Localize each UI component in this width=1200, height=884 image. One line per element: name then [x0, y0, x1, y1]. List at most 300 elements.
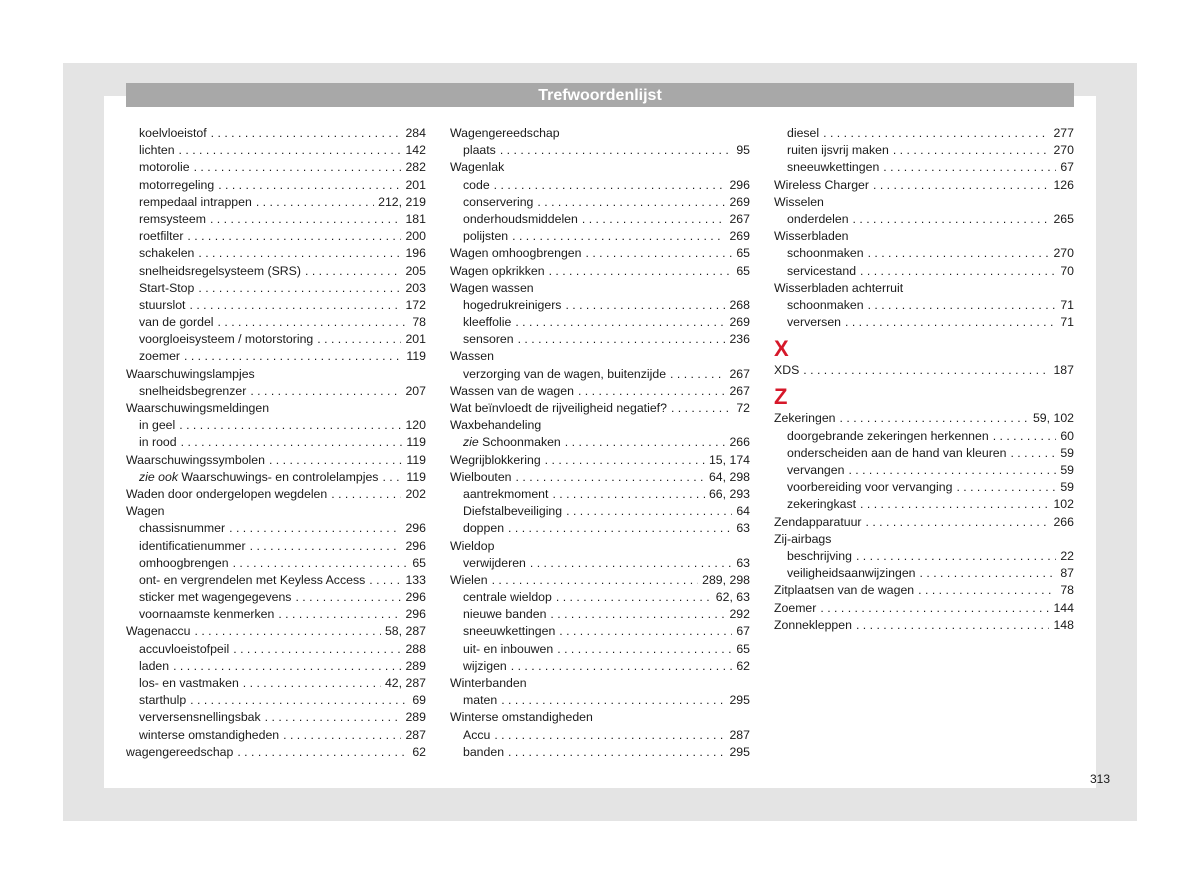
entry-label [774, 228, 849, 245]
entry-text: Wisserbladen [774, 229, 849, 244]
entry-text: Zendapparatuur [774, 514, 862, 529]
page-reference: 78 [1060, 583, 1074, 598]
entry-text: maten [463, 693, 498, 708]
entry-text: zekeringkast [787, 497, 857, 512]
index-entry [126, 400, 426, 417]
dot-leader [233, 555, 409, 572]
page-reference: 288 [405, 641, 426, 656]
page-reference: 60 [1060, 428, 1074, 443]
page-reference: 69 [412, 693, 426, 708]
entry-label [463, 434, 561, 451]
dot-leader [1010, 445, 1056, 462]
page-reference: 64, 298 [708, 469, 750, 484]
entry-label [450, 709, 593, 726]
page-reference: 289 [405, 710, 426, 725]
entry-label [463, 177, 490, 194]
entry-text: Wagen [126, 504, 165, 519]
entry-label [139, 555, 229, 572]
page-reference: 212, 219 [378, 194, 426, 209]
index-subentry [774, 211, 1074, 228]
dot-leader [511, 658, 733, 675]
dot-leader [853, 211, 1050, 228]
entry-label [774, 600, 816, 617]
entry-text: conservering [463, 194, 534, 209]
entry-text: voorgloeisysteem / motorstoring [139, 332, 314, 347]
entry-label [139, 709, 261, 726]
index-subentry [126, 194, 426, 211]
index-subentry [450, 211, 750, 228]
dot-leader [848, 462, 1056, 479]
index-subentry [126, 589, 426, 606]
page-reference: 296 [405, 590, 426, 605]
page-number: 313 [1090, 772, 1111, 786]
entry-label [463, 331, 514, 348]
entry-text: in rood [139, 435, 177, 450]
entry-text: motorolie [139, 160, 190, 175]
entry-text: in geel [139, 418, 176, 433]
entry-text: wagengereedschap [126, 744, 234, 759]
entry-text: Wieldop [450, 538, 495, 553]
entry-label [450, 572, 488, 589]
index-subentry [774, 428, 1074, 445]
entry-label [139, 538, 246, 555]
page-reference: 65 [412, 555, 426, 570]
entry-label [126, 623, 190, 640]
page-reference: 203 [405, 280, 426, 295]
dot-leader [883, 159, 1056, 176]
dot-leader [518, 331, 726, 348]
entry-label [139, 177, 214, 194]
entry-text: chassisnummer [139, 521, 226, 536]
entry-label [139, 280, 194, 297]
entry-label [139, 383, 246, 400]
dot-leader [501, 692, 725, 709]
entry-text: Wagenlak [450, 160, 505, 175]
entry-label [787, 565, 916, 582]
index-entry [774, 600, 1074, 617]
entry-label [463, 623, 555, 640]
index-entry [450, 125, 750, 142]
entry-label [774, 410, 836, 427]
index-subentry [450, 194, 750, 211]
entry-text: Wagen opkrikken [450, 263, 545, 278]
dot-leader [218, 314, 409, 331]
entry-text: Schoonmaken [482, 435, 561, 450]
page-reference: 62 [736, 658, 750, 673]
index-subentry [126, 538, 426, 555]
entry-text: Waarschuwingsmeldingen [126, 401, 270, 415]
entry-text: onderdelen [787, 211, 849, 226]
entry-label [463, 641, 553, 658]
entry-text: hogedrukreinigers [463, 297, 562, 312]
entry-text: ont- en vergrendelen met Keyless Access [139, 572, 366, 587]
dot-leader [545, 452, 705, 469]
entry-label [450, 348, 494, 365]
entry-text: Wagengereedschap [450, 126, 560, 140]
entry-text: Waden door ondergelopen wegdelen [126, 486, 328, 501]
entry-label [139, 692, 186, 709]
entry-text: Waxbehandeling [450, 418, 542, 433]
entry-text: aantrekmoment [463, 486, 549, 501]
entry-text: Wielen [450, 572, 488, 587]
entry-label [450, 263, 545, 280]
entry-label [774, 514, 862, 531]
page-reference: 295 [729, 693, 750, 708]
entry-label [774, 582, 914, 599]
dot-leader [993, 428, 1057, 445]
page-reference: 200 [405, 229, 426, 244]
page-reference: 187 [1053, 363, 1074, 378]
index-entry [450, 452, 750, 469]
entry-text: rempedaal intrappen [139, 194, 252, 209]
dot-leader [198, 280, 401, 297]
dot-leader [331, 486, 401, 503]
page-reference: 207 [405, 383, 426, 398]
index-subentry [774, 125, 1074, 142]
entry-text: vervangen [787, 463, 845, 477]
index-entry [774, 617, 1074, 634]
index-entry [126, 452, 426, 469]
index-subentry [450, 142, 750, 159]
page-reference: 266 [1053, 514, 1074, 529]
entry-text: sneeuwkettingen [787, 160, 880, 175]
index-subentry [126, 125, 426, 142]
index-subentry [126, 555, 426, 572]
page-reference: 236 [729, 332, 750, 347]
entry-text: Zonnekleppen [774, 617, 852, 632]
index-entry [450, 400, 750, 417]
entry-text: veiligheidsaanwijzingen [787, 566, 916, 581]
entry-label [126, 366, 255, 383]
index-subentry [774, 245, 1074, 262]
page-reference: 287 [729, 727, 750, 742]
entry-label [450, 280, 534, 297]
entry-label [774, 362, 799, 379]
entry-label [787, 125, 819, 142]
page-reference: 119 [406, 435, 426, 450]
entry-label [139, 469, 378, 486]
entry-text: XDS [774, 363, 800, 378]
dot-leader [559, 623, 732, 640]
entry-label [450, 675, 527, 692]
dot-leader [866, 514, 1050, 531]
entry-label [126, 503, 165, 520]
dot-leader [856, 617, 1050, 634]
dot-leader [295, 589, 401, 606]
entry-label [774, 617, 852, 634]
entry-label [139, 572, 365, 589]
entry-text: snelheidsregelsysteem (SRS) [139, 263, 301, 278]
entry-text: nieuwe banden [463, 607, 547, 622]
entry-label [450, 538, 494, 555]
page-reference: 120 [405, 418, 426, 433]
index-subentry [126, 383, 426, 400]
entry-text: stuurslot [139, 297, 186, 312]
dot-leader [256, 194, 374, 211]
section-letter: X [774, 336, 789, 362]
dot-leader [840, 410, 1029, 427]
entry-label [463, 727, 490, 744]
dot-leader [556, 589, 712, 606]
entry-text: schakelen [139, 246, 195, 261]
page-reference: 64 [736, 504, 750, 519]
entry-text: schoonmaken [787, 297, 864, 312]
index-subentry [126, 331, 426, 348]
dot-leader [823, 125, 1049, 142]
entry-label [463, 486, 548, 503]
page-reference: 269 [729, 315, 750, 330]
entry-label [139, 331, 313, 348]
index-subentry [450, 486, 750, 503]
entry-label [139, 211, 206, 228]
page-reference: 270 [1053, 246, 1074, 261]
index-entry [126, 623, 426, 640]
page-reference: 71 [1060, 315, 1074, 330]
entry-label [139, 589, 291, 606]
index-subentry [126, 709, 426, 726]
dot-leader [194, 159, 402, 176]
index-subentry [774, 142, 1074, 159]
dot-leader [198, 245, 401, 262]
entry-label [139, 314, 214, 331]
entry-label [463, 211, 578, 228]
dot-leader [552, 486, 705, 503]
entry-label [139, 606, 274, 623]
page-reference: 15, 174 [708, 452, 750, 467]
page-reference: 144 [1053, 600, 1074, 615]
entry-label [450, 245, 582, 262]
entry-label [139, 417, 175, 434]
dot-leader [670, 366, 725, 383]
entry-text: kleeffolie [463, 315, 512, 330]
dot-leader [265, 709, 402, 726]
page-reference: 63 [736, 555, 750, 570]
entry-text: Wisserbladen achterruit [774, 280, 904, 295]
page-reference: 172 [405, 297, 426, 312]
page-reference: 284 [405, 126, 426, 140]
page-reference: 292 [729, 607, 750, 622]
page-reference: 66, 293 [708, 486, 750, 501]
index-subentry [450, 297, 750, 314]
dot-leader [194, 623, 380, 640]
page-reference: 289 [405, 658, 426, 673]
entry-text: polijsten [463, 229, 509, 244]
entry-label [463, 744, 504, 761]
entry-text: Zij-airbags [774, 531, 832, 546]
index-subentry [126, 297, 426, 314]
page-reference: 71 [1060, 297, 1074, 312]
index-subentry [450, 177, 750, 194]
index-subentry [450, 727, 750, 744]
entry-text: Wegrijblokkering [450, 452, 541, 467]
entry-text: sticker met wagengegevens [139, 590, 292, 605]
entry-text: winterse omstandigheden [139, 727, 280, 742]
entry-text: Wagen wassen [450, 280, 534, 295]
dot-leader [565, 434, 726, 451]
dot-leader [956, 479, 1056, 496]
entry-label [787, 462, 844, 479]
index-subentry [126, 177, 426, 194]
index-subentry [774, 263, 1074, 280]
entry-label [787, 142, 889, 159]
entry-label [463, 194, 533, 211]
page-reference: 65 [736, 263, 750, 278]
entry-label [450, 383, 574, 400]
entry-label [463, 366, 666, 383]
entry-text: wijzigen [463, 658, 507, 673]
entry-text: uit- en inbouwen [463, 641, 554, 656]
index-subentry [126, 641, 426, 658]
entry-text: servicestand [787, 263, 857, 278]
entry-label [463, 297, 561, 314]
index-subentry [774, 159, 1074, 176]
entry-text: Zekeringen [774, 411, 836, 426]
dot-leader [492, 572, 699, 589]
index-subentry [450, 331, 750, 348]
index-subentry [126, 658, 426, 675]
entry-label [450, 452, 541, 469]
index-subentry [774, 297, 1074, 314]
entry-text: voornaamste kenmerken [139, 607, 275, 622]
dot-leader [803, 362, 1049, 379]
dot-leader [218, 177, 401, 194]
entry-label [450, 400, 667, 417]
dot-leader [873, 177, 1049, 194]
entry-text: snelheidsbegrenzer [139, 383, 247, 398]
entry-label [139, 641, 229, 658]
entry-text: Wagen omhoogbrengen [450, 246, 582, 261]
entry-label [450, 125, 560, 142]
index-subentry [450, 503, 750, 520]
entry-text: koelvloeistof [139, 126, 207, 140]
dot-leader [893, 142, 1050, 159]
index-entry [126, 366, 426, 383]
page-reference: 126 [1053, 177, 1074, 192]
entry-text: Winterse omstandigheden [450, 710, 593, 725]
index-entry [450, 263, 750, 280]
entry-text: los- en vastmaken [139, 676, 239, 690]
page-reference: 58, 287 [384, 624, 426, 639]
page-reference: 265 [1053, 211, 1074, 226]
page-reference: 63 [736, 521, 750, 536]
entry-label [126, 744, 233, 761]
page-reference: 59 [1060, 445, 1074, 460]
entry-text: verwijderen [463, 555, 526, 570]
index-subentry [774, 445, 1074, 462]
page-reference: 296 [729, 177, 750, 192]
dot-leader [278, 606, 401, 623]
dot-leader [179, 142, 402, 159]
index-subentry [450, 228, 750, 245]
dot-leader [550, 606, 725, 623]
page-reference: 65 [736, 246, 750, 261]
page-reference: 277 [1053, 126, 1074, 140]
entry-text: Wat beïnvloedt de rijveiligheid negatief? [450, 401, 667, 415]
entry-label [774, 177, 869, 194]
index-subentry [126, 348, 426, 365]
entry-label [126, 452, 265, 469]
dot-leader [190, 692, 408, 709]
page-reference: 289, 298 [702, 572, 750, 587]
index-entry [450, 538, 750, 555]
index-subentry [450, 555, 750, 572]
dot-leader [512, 228, 725, 245]
entry-label [139, 658, 169, 675]
entry-label [774, 280, 903, 297]
index-entry [774, 228, 1074, 245]
cross-reference-prefix: zie [463, 435, 479, 450]
entry-text: diesel [787, 126, 820, 140]
dot-leader [250, 538, 402, 555]
entry-label [139, 675, 239, 692]
index-subentry [450, 366, 750, 383]
page-reference: 267 [729, 366, 750, 381]
entry-label [787, 314, 841, 331]
index-subentry [450, 744, 750, 761]
entry-label [139, 263, 301, 280]
index-subentry [126, 675, 426, 692]
entry-label [787, 211, 849, 228]
index-subentry [126, 727, 426, 744]
entry-text: accuvloeistofpeil [139, 641, 230, 656]
page-title: Trefwoordenlijst [126, 83, 1074, 107]
entry-label [463, 228, 508, 245]
page-reference: 72 [736, 401, 750, 415]
cross-reference-prefix: zie ook [139, 469, 178, 484]
entry-text: Diefstalbeveiliging [463, 504, 563, 519]
entry-label [463, 555, 526, 572]
entry-label [126, 400, 269, 417]
index-subentry [774, 548, 1074, 565]
entry-label [787, 496, 856, 513]
index-subentry [126, 280, 426, 297]
entry-text: centrale wieldop [463, 590, 552, 605]
entry-label [139, 434, 177, 451]
index-entry [774, 194, 1074, 211]
entry-text: van de gordel [139, 315, 214, 330]
entry-text: Zitplaatsen van de wagen [774, 583, 915, 598]
entry-text: motorregeling [139, 177, 215, 192]
page-reference: 148 [1053, 617, 1074, 632]
index-subentry [126, 228, 426, 245]
page-reference: 205 [405, 263, 426, 278]
page-reference: 119 [406, 452, 426, 467]
entry-label [463, 606, 546, 623]
dot-leader [578, 383, 726, 400]
index-entry [774, 280, 1074, 297]
page-reference: 119 [406, 349, 426, 364]
index-subentry [774, 496, 1074, 513]
dot-leader [537, 194, 725, 211]
page-reference: 62 [412, 744, 426, 759]
page-reference: 67 [1060, 160, 1074, 175]
page-reference: 59 [1060, 480, 1074, 495]
dot-leader [860, 496, 1049, 513]
entry-label [787, 297, 864, 314]
page-reference: 268 [729, 297, 750, 312]
index-entry [450, 383, 750, 400]
entry-label [139, 125, 207, 142]
page-reference: 296 [405, 607, 426, 622]
page-reference: 267 [729, 383, 750, 398]
page-reference: 267 [729, 211, 750, 226]
index-subentry [126, 159, 426, 176]
entry-text: laden [139, 658, 170, 673]
dot-leader [283, 727, 401, 744]
index-subentry [126, 520, 426, 537]
entry-label [463, 503, 562, 520]
index-subentry [126, 572, 426, 589]
